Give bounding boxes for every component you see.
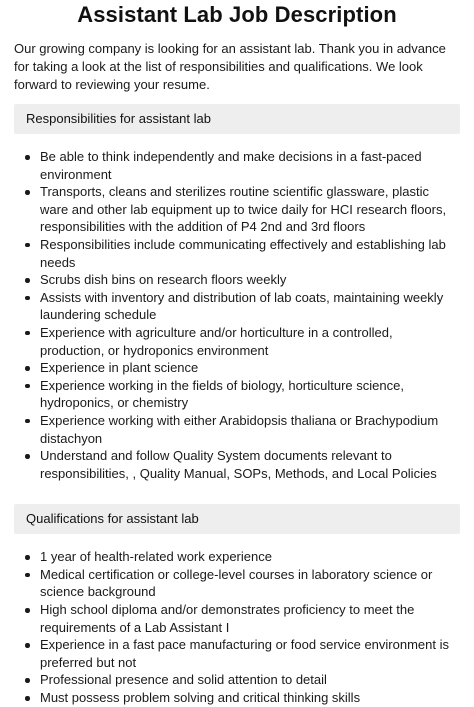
list-item: Medical certification or college-level courses in laboratory science or science background (40, 566, 460, 601)
page-title: Assistant Lab Job Description (77, 2, 397, 27)
responsibilities-list (14, 148, 460, 482)
list-item: Understand and follow Quality System documents relevant to responsibilities, , Quality Manual, SOPs, Methods, and Local Policies (40, 447, 460, 482)
list-item: Be able to think independently and make decisions in a fast-paced environment (40, 148, 460, 183)
list-item: Experience in plant science (40, 359, 460, 377)
list-item: Transports, cleans and sterilizes routine scientific glassware, plastic ware and other lab equipment up to twice daily for HCI research floors, responsibilities with the addition of P4 2nd and 3rd floors (40, 183, 460, 236)
list-item: High school diploma and/or demonstrates proficiency to meet the requirements of a Lab Assistant I (40, 601, 460, 636)
list-item: Professional presence and solid attention to detail (40, 671, 460, 689)
list-item: Experience working in the fields of biology, horticulture science, hydroponics, or chemistry (40, 377, 460, 412)
intro-paragraph: Our growing company is looking for an assistant lab. Thank you in advance for taking a look at the list of responsibilities and qualifications. We look forward to reviewing your resume. (14, 41, 446, 92)
list-item: Scrubs dish bins on research floors weekly (40, 271, 460, 289)
list-item: Assists with inventory and distribution of lab coats, maintaining weekly laundering schedule (40, 289, 460, 324)
list-item: Experience working with either Arabidopsis thaliana or Brachypodium distachyon (40, 412, 460, 447)
qualifications-header: Qualifications for assistant lab (14, 504, 460, 534)
list-item: Experience with agriculture and/or horticulture in a controlled, production, or hydroponics environment (40, 324, 460, 359)
list-item: Must possess problem solving and critical thinking skills (40, 689, 460, 707)
list-item: 1 year of health-related work experience (40, 548, 460, 566)
qualifications-list (14, 548, 460, 706)
list-item: Responsibilities include communicating effectively and establishing lab needs (40, 236, 460, 271)
list-item: Experience in a fast pace manufacturing or food service environment is preferred but not (40, 636, 460, 671)
responsibilities-header: Responsibilities for assistant lab (14, 104, 460, 134)
